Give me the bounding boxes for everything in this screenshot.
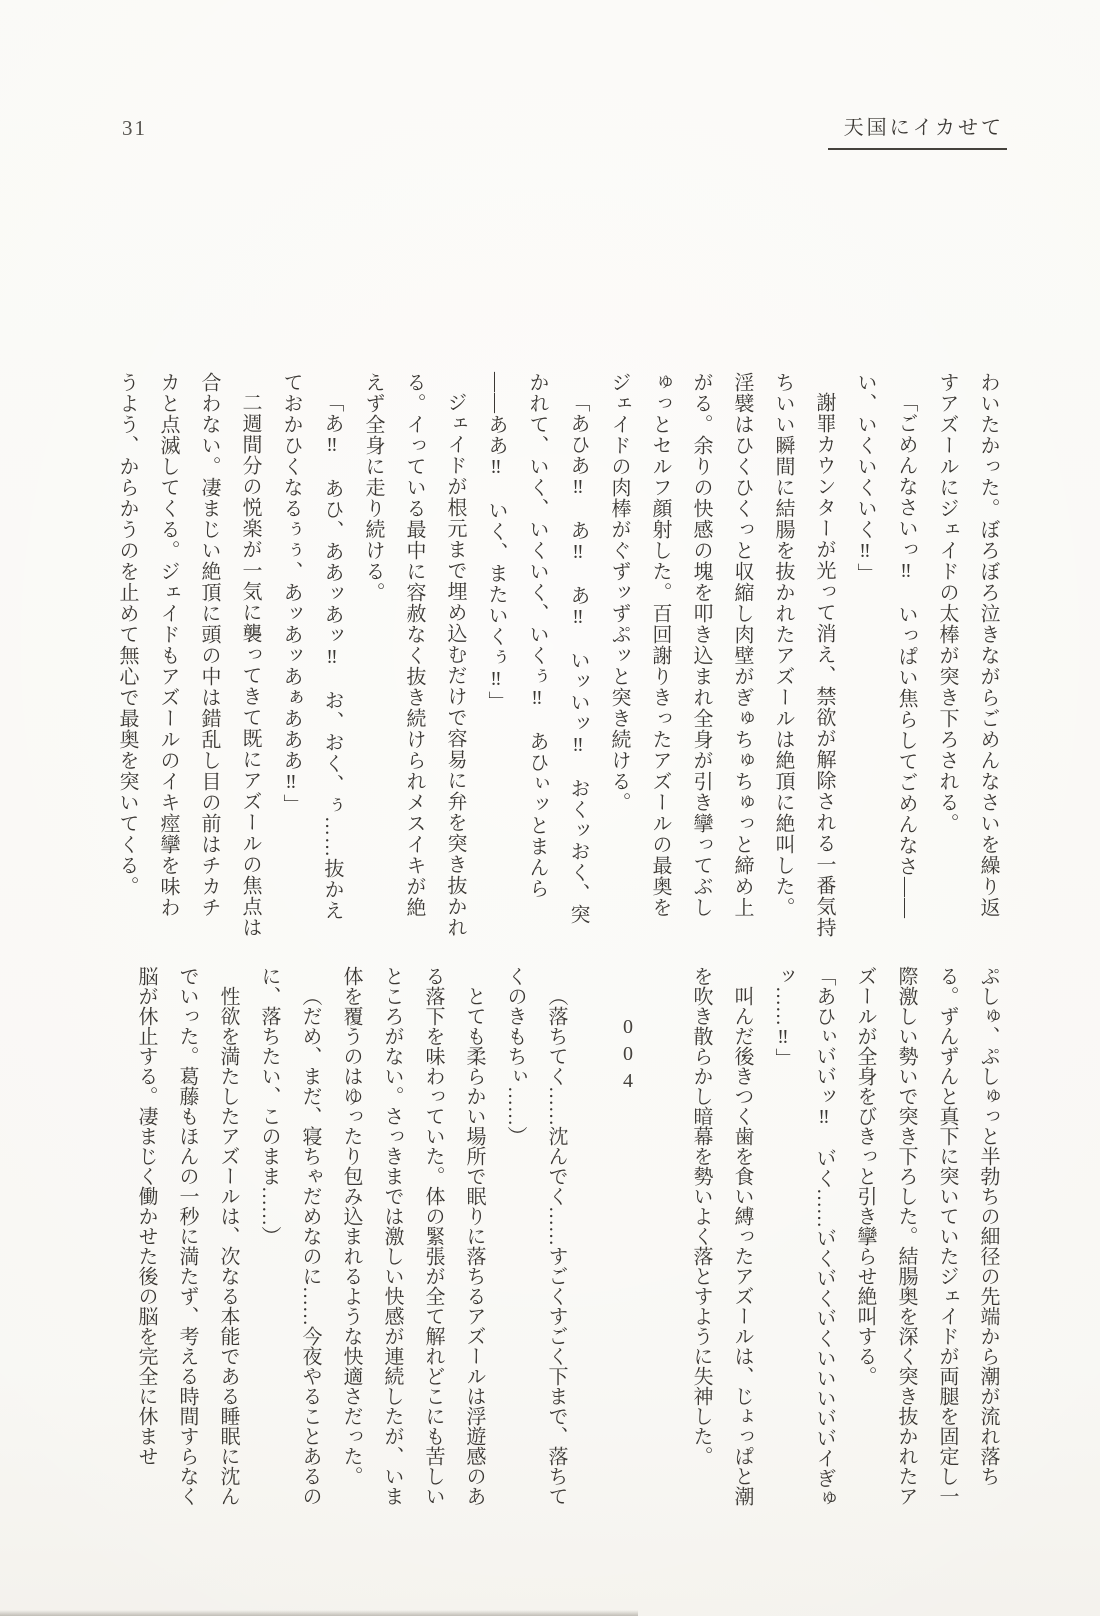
paragraph: ぷしゅ、ぷしゅっと半勃ちの細径の先端から潮が流れ落ちる。ずんずんと真下に突いていたジェイドが両腿を固定し一際激しい勢いで突き下ろした。結腸奥を深く突き抜かれたアズールが全身をびきっと引き攣らせ絶叫する。	[854, 966, 999, 1506]
paragraph: 「あ‼ あひ、ああッあッ‼ お、おく、ぅ……抜かえておかひくなるぅぅ、あッあッあぁあああ‼」	[280, 372, 343, 921]
upper-text-block	[106, 372, 1008, 938]
paragraph: 叫んだ後きつく歯を食い縛ったアズールは、じょっぱと潮を吹き散らかし暗幕を勢いよく落とすように失神した。	[690, 966, 753, 1506]
paragraph: （だめ、まだ、寝ちゃだめなのに……今夜やることあるのに、落ちたい、このまま……）	[258, 966, 321, 1506]
paragraph: 「ごめんなさいっ‼ いっぱい焦らしてごめんなさ――い、いくいくいく‼」	[854, 372, 917, 919]
paragraph: わいたかった。ぼろぼろ泣きながらごめんなさいを繰り返すアズールにジェイドの太棒が突き下ろされる。	[936, 372, 999, 918]
header-title-text: 天国にイカせて	[843, 117, 1004, 139]
paragraph: とても柔らかい場所で眠りに落ちるアズールは浮遊感のある落下を味わっていた。体の緊張が全て解れどこにも苦しいところがない。さっきまでは激しい快感が連続したが、いま体を覆うのはゆったり包み込まれるような快適さだった。	[340, 966, 485, 1506]
page-bottom-edge-shadow	[0, 1610, 638, 1616]
paragraph: 謝罪カウンターが光って消え、禁欲が解除される一番気持ちいい瞬間に結腸を抜かれたアズールは絶頂に絶叫した。淫襞はひくひくっと収縮し肉壁がぎゅちゅちゅっと締め上がる。余りの快感の塊を叩き込まれ全身が引き攣ってぶしゅっとセルフ顔射した。百回謝りきったアズールの最奥をジェイドの肉棒がぐずッずぷッと突き続ける。	[608, 372, 835, 938]
paragraph: 「あひあ‼ あ‼ あ‼ いッいッ‼ おくッおく、突かれて、いく、いくいく、いくぅ‼ あひぃッとまんら――ああ‼ いく、またいくぅ‼」	[485, 372, 589, 925]
paragraph: 性欲を満たしたアズールは、次なる本能である睡眠に沈んでいった。葛藤もほんの一秒に満たず、考える時間すらなく脳が休止する。凄まじく働かせた後の脳を完全に休ませ	[135, 966, 239, 1506]
paragraph: ジェイドが根元まで埋め込むだけで容易に弁を突き抜かれる。イっている最中に容赦なく抜き続けられメスイキが絶えず全身に走り続ける。	[362, 372, 466, 938]
paragraph: （落ちてく……沈んでく……すごくすごく下まで、落ちてくのきもちぃ……）	[504, 966, 567, 1506]
header-title	[828, 111, 1007, 150]
page-number: 31	[122, 116, 147, 140]
paragraph: 二週間分の悦楽が一気に襲ってきて既にアズールの焦点は合わない。凄まじい絶頂に頭の中は錯乱し目の前はチカチカと点滅してくる。ジェイドもアズールのイキ痙攣を味わうよう、からかうのを止めて無心で最奥を突いてくる。	[116, 372, 261, 938]
paragraph: 「あひぃい゙い゙ッ‼ い゙く……い゙くい゙くい゙くいいいい゙い゙イぎゅッ……‼」	[772, 966, 835, 1508]
section-marker: 004	[617, 1016, 639, 1097]
lower-right-text-block	[680, 966, 1008, 1520]
lower-left-text-block	[125, 966, 576, 1520]
